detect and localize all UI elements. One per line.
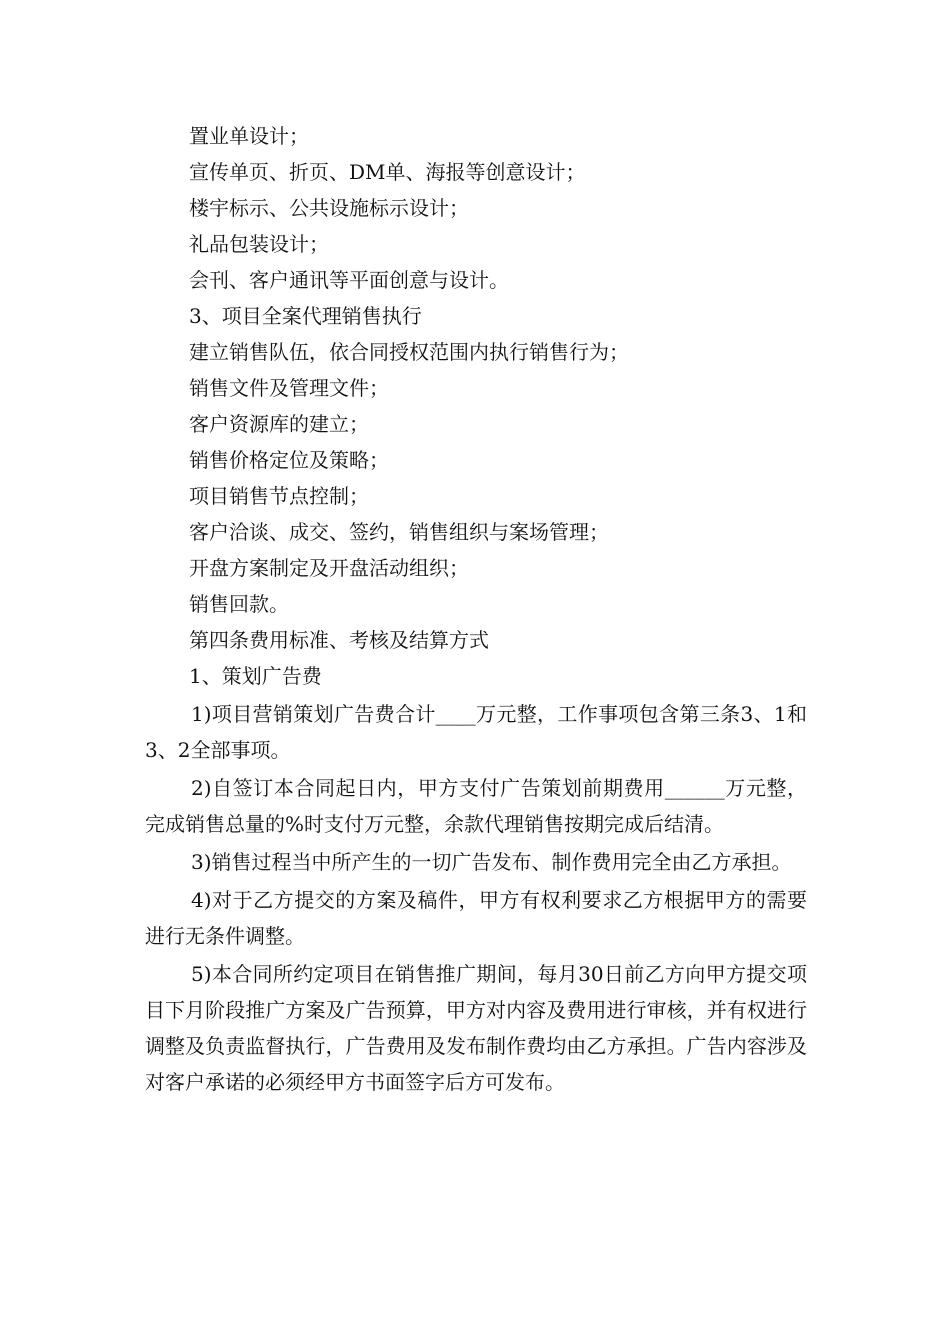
paragraph-clause-2: 2)自签订本合同起日内，甲方支付广告策划前期费用______万元整，完成销售总量的%时支付万元整，余款代理销售按期完成后结清。	[145, 776, 807, 836]
list-item-pricing-strategy: 销售价格定位及策略；	[189, 448, 389, 472]
list-item-single-page-design: 置业单设计；	[189, 124, 309, 148]
list-item-negotiation: 客户洽谈、成交、签约，销售组织与案场管理；	[189, 520, 609, 544]
list-item-payment-collection: 销售回款。	[189, 592, 289, 616]
list-item-customer-database: 客户资源库的建立；	[189, 412, 369, 436]
list-item-signage-design: 楼宇标示、公共设施标示设计；	[189, 196, 469, 220]
paragraph-clause-5: 5)本合同所约定项目在销售推广期间，每月30日前乙方向甲方提交项目下月阶段推广方案及广告预算，甲方对内容及费用进行审核，并有权进行调整及负责监督执行，广告费用及发布制作费均由乙方承担。广告内容涉及对客户承诺的必须经甲方书面签字后方可发布。	[145, 962, 807, 1094]
paragraph-clause-1: 1)项目营销策划广告费合计____万元整，工作事项包含第三条3、1和3、2全部事项。	[145, 702, 807, 762]
list-item-magazine-design: 会刊、客户通讯等平面创意与设计。	[189, 268, 509, 292]
article-heading-fees: 第四条费用标准、考核及结算方式	[189, 628, 489, 652]
list-item-sales-milestones: 项目销售节点控制；	[189, 484, 369, 508]
list-item-opening-plan: 开盘方案制定及开盘活动组织；	[189, 556, 469, 580]
paragraph-clause-3: 3)销售过程当中所产生的一切广告发布、制作费用完全由乙方承担。	[191, 850, 792, 874]
list-item-sales-team: 建立销售队伍，依合同授权范围内执行销售行为；	[189, 340, 629, 364]
section-heading-ad-fees: 1、策划广告费	[189, 664, 322, 688]
paragraph-clause-4: 4)对于乙方提交的方案及稿件，甲方有权利要求乙方根据甲方的需要进行无条件调整。	[145, 888, 807, 948]
list-item-flyer-design: 宣传单页、折页、DM单、海报等创意设计；	[189, 160, 586, 184]
document-body	[145, 118, 807, 1100]
section-heading-sales-execution: 3、项目全案代理销售执行	[189, 304, 422, 328]
list-item-sales-documents: 销售文件及管理文件；	[189, 376, 389, 400]
list-item-gift-packaging: 礼品包装设计；	[189, 232, 329, 256]
